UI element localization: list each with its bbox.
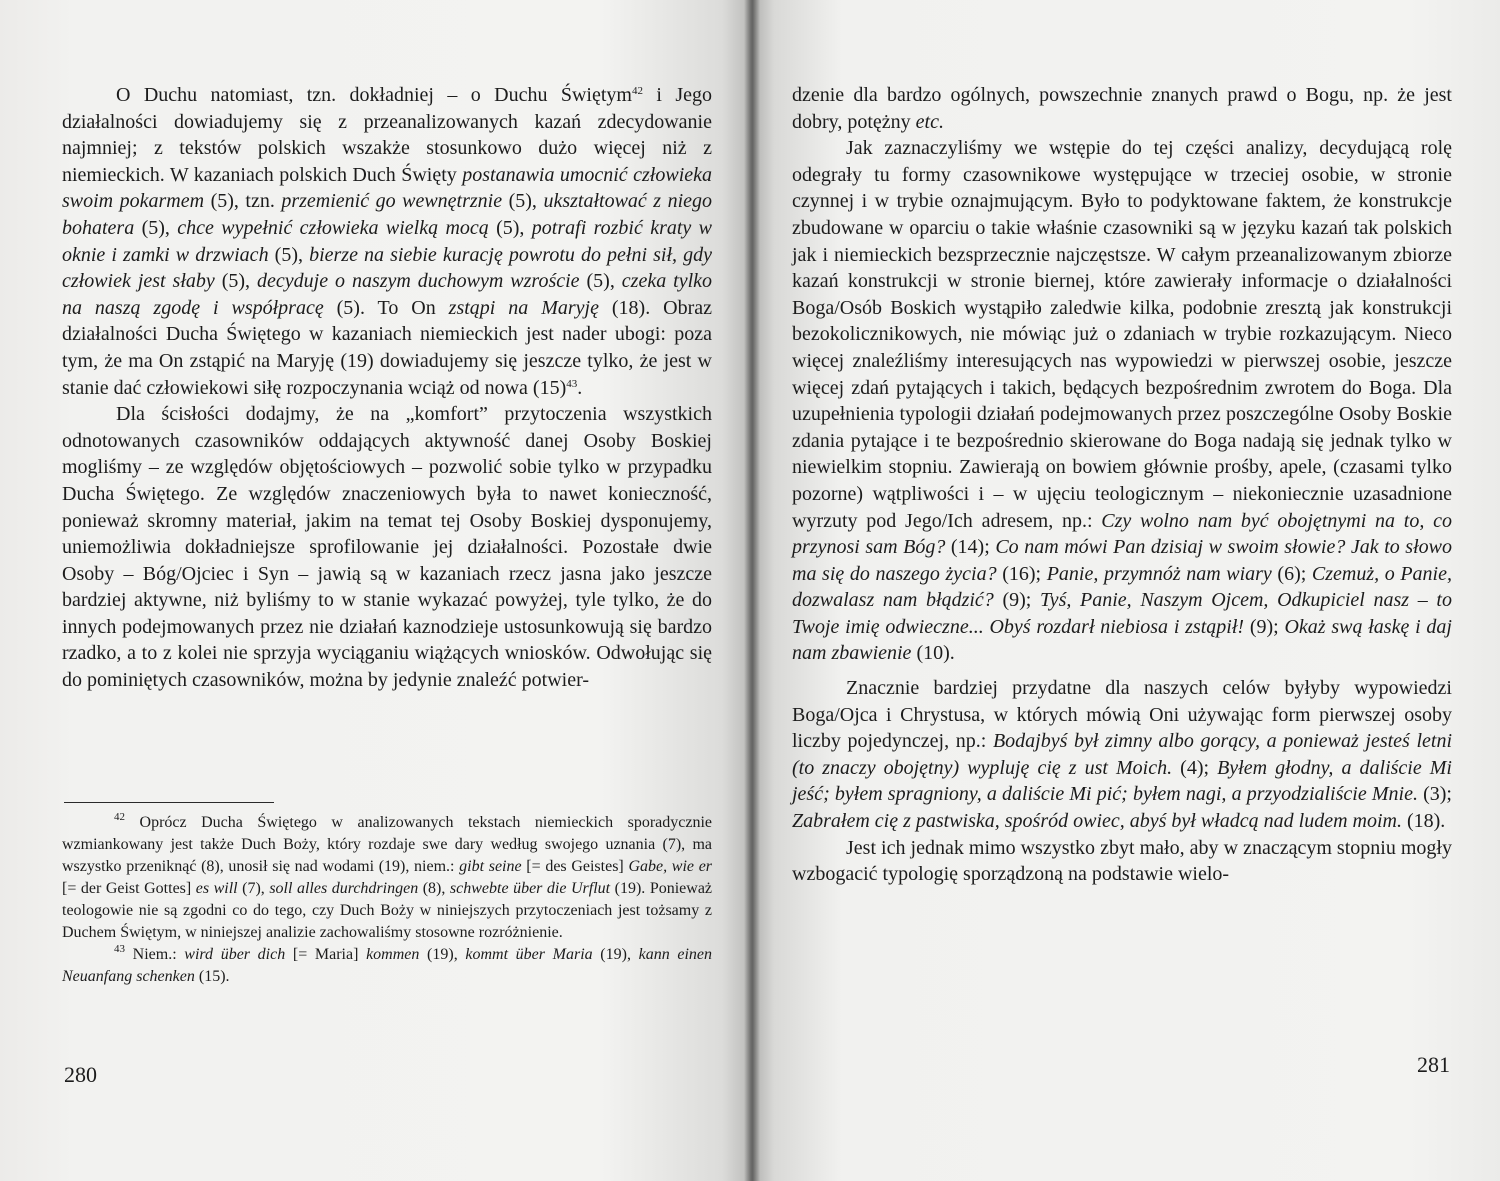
text-run: (5), — [134, 216, 178, 239]
text-run: O Duchu natomiast, tzn. dokładniej – o Duchu Świętym — [116, 84, 632, 106]
text-run: (7), — [237, 880, 270, 897]
text-run: Niem.: — [125, 946, 185, 963]
text-run: (9); — [993, 589, 1041, 612]
italic-quote: schwebte über die Urflut — [449, 880, 611, 897]
text-run: (4); — [1172, 756, 1218, 779]
page-number-left: 280 — [64, 1062, 97, 1087]
text-run: [= der Geist Gottes] — [62, 880, 196, 897]
text-run: (9); — [1244, 615, 1285, 638]
text-run: (5). To On — [323, 296, 449, 319]
text-run: [= des Geistes] — [521, 858, 629, 875]
text-run: (5), — [214, 270, 257, 293]
footnote-ref-42[interactable]: 42 — [631, 85, 643, 97]
text-run: (6); — [1271, 562, 1312, 585]
italic-quote: Zabrałem cię z pastwiska, spośród owiec, abyś był władcą nad ludem moim. — [792, 810, 1402, 833]
italic-quote: Panie, przymnóż nam wiary — [1046, 562, 1272, 585]
text-run: (19), — [419, 946, 466, 963]
text-run: dzenie dla bardzo ogólnych, powszechnie znanych prawd o Bogu, np. że jest dobry, potężny — [792, 84, 1452, 133]
italic-quote: es will — [195, 880, 238, 897]
text-run: (19), — [592, 946, 639, 963]
page-number-right: 281 — [1417, 1052, 1450, 1077]
text-run: (16); — [996, 562, 1047, 585]
text-run: (10). — [911, 642, 955, 665]
text-run: Oprócz Ducha Świętego w analizowanych tekstach niemieckich sporadycznie wzmiankowany jest także Duch Boży, który rozdaje swe dary według swojego uznania (7), ma wszystko przeniknąć (8), unosił się nad wodami (19), niem.: — [62, 814, 712, 875]
text-run: [= Maria] — [285, 946, 367, 963]
italic-quote: chce wypełnić człowieka wielką mocą — [177, 216, 489, 239]
left-paragraph-1 — [62, 82, 712, 401]
italic-quote: soll alles durchdringen — [269, 880, 419, 897]
text-run: Znacznie bardziej przydatne dla naszych celów byłyby wypowiedzi Boga/Ojca i Chrystusa, w których mówią Oni używając form pierwszej osoby liczby pojedynczej, np.: — [792, 677, 1452, 753]
italic-quote: ukształtować z niego bohatera — [62, 190, 713, 239]
text-run: (19). Ponieważ teologowie nie są zgodni co do tego, czy Duch Boży w niniejszych przytoczeniach jest tożsamy z Duchem Świętym, w niniejszej analizie zachowaliśmy stosowne rozróżnienie. — [62, 880, 713, 941]
text-run: (5), — [268, 243, 310, 266]
italic-quote: czeka tylko na naszą zgodę i współpracę — [62, 270, 713, 319]
italic-quote: Okaż swą łaskę i daj nam zbawienie — [792, 615, 1452, 665]
right-page-body — [792, 82, 1452, 888]
italic-quote: Bodajbyś był zimny albo gorący, a ponieważ jesteś letni (to znaczy obojętny) wypluję cię z ust Moich. — [792, 730, 1453, 779]
text-run: (14); — [945, 536, 996, 559]
italic-quote: kann einen Neuanfang schenken — [62, 946, 713, 985]
right-paragraph-1 — [792, 82, 1452, 135]
italic-quote: Co nam mówi Pan dzisiaj w swoim słowie? Jak to słowo ma się do naszego życia? — [792, 536, 1452, 585]
italic-quote: etc. — [915, 110, 944, 133]
text-run: (5), — [488, 216, 532, 239]
italic-quote: kommt über Maria — [465, 946, 593, 963]
right-paragraph-2 — [792, 135, 1452, 667]
italic-quote: Czy wolno nam być obojętnymi na to, co przynosi sam Bóg? — [792, 509, 1452, 559]
italic-quote: Czemuż, o Panie, dozwalasz nam błądzić? — [792, 562, 1452, 612]
text-run: (5), — [579, 270, 622, 293]
italic-quote: postanawia umocnić człowieka swoim pokarmem — [62, 163, 713, 213]
text-run: (18). Obraz działalności Ducha Świętego w kazaniach niemieckich jest nader ubogi: poza tym, że ma On zstąpić na Maryję (19) dowiadujemy się jeszcze tylko, że jest w stanie dać człowiekowi siłę rozpoczynania wciąż od nowa (15) — [62, 296, 712, 399]
text-run: i Jego działalności dowiadujemy się z przeanalizowanych kazań zdecydowanie najmniej; z tekstów polskich wszakże stosunkowo dużo więcej niż z niemieckich. W kazaniach polskich Duch Święty — [62, 84, 712, 186]
text-run: (3); — [1417, 783, 1452, 806]
text-run: (15). — [194, 968, 230, 985]
italic-quote: gibt seine — [459, 858, 522, 875]
right-paragraph-4: Jest ich jednak mimo wszystko zbyt mało, aby w znaczącym stopniu mogły wzbogacić typologię sporządzoną na podstawie wielo- — [792, 836, 1452, 886]
italic-quote: przemienić go wewnętrznie — [281, 190, 503, 213]
italic-quote: decyduje o naszym duchowym wzroście — [257, 270, 580, 293]
text-run: (8), — [418, 880, 450, 897]
italic-quote: zstąpi na Maryję — [448, 296, 599, 319]
book-gutter — [744, 0, 760, 1181]
text-run: (5), tzn. — [204, 190, 282, 213]
left-paragraph-2: Dla ścisłości dodajmy, że na „komfort” przytoczenia wszystkich odnotowanych czasowników oddających aktywność danej Osoby Boskiej mogliśmy – ze względów objętościowych – pozwolić sobie tylko w przypadku Ducha Świętego. Ze względów znaczeniowych była to nawet konieczność, ponieważ skromny materiał, jakim na temat tej Osoby Boskiej dysponujemy, uniemożliwia dokładniejsze sprofilowanie jej działalności. Pozostałe dwie Osoby – Bóg/Ojciec i Syn – jawią są w kazaniach rzecz jasna jako jeszcze bardziej aktywne, niż byliśmy to w stanie wykazać powyżej, tyle tylko, że do innych podejmowanych przez nie działań kaznodzieje ustosunkowują się bardzo rzadko, a to z kolei nie sprzyja wyciąganiu wiążących wniosków. Odwołując się do pominiętych czasowników, można by jedynie znaleźć potwier- — [62, 403, 712, 692]
footnote-43 — [62, 944, 712, 988]
italic-quote: kommen — [366, 946, 420, 963]
italic-quote: bierze na siebie kurację powrotu do pełni sił, gdy człowiek jest słaby — [62, 243, 712, 293]
text-run: . — [577, 376, 583, 399]
text-run: Jak zaznaczyliśmy we wstępie do tej części analizy, decydującą rolę odegrały tu formy czasownikowe występujące w trzeciej osobie, w stronie czynnej i w trybie oznajmującym. Było to podyktowane faktem, że konstrukcje zbudowane w oparciu o takie właśnie czasowniki są w języku kazań tak polskich jak i niemieckich bezsprzecznie najczęstsze. W całym przeanalizowanym zbiorze kazań konstrukcji w stronie biernej, które zawierały informacje o działalności Boga/Osób Boskich wystąpiło zaledwie kilka, podobnie zresztą jak konstrukcji bezokolicznikowych, nie mówiąc już o zdaniach w trybie rozkazującym. Nieco więcej znaleźliśmy interesujących nas wypowiedzi w pierwszej osobie, jeszcze więcej zdań pytających i takich, będących bezpośrednim zwrotem do Boga. Dla uzupełnienia typologii działań podejmowanych przez poszczególne Osoby Boskie zdania pytające i te bezpośrednio skierowane do Boga nadają się jednak tylko w niewielkim stopniu. Zawierają on bowiem głównie prośby, apele, (czasami tylko pozorne) wątpliwości i – w ujęciu teologicznym – niekoniecznie uzasadnione wyrzuty pod Jego/Ich adresem, np.: — [792, 137, 1452, 532]
right-paragraph-3 — [792, 675, 1452, 835]
footnote-separator — [64, 802, 274, 803]
footnote-number: 43 — [114, 943, 125, 955]
footnote-number: 42 — [114, 811, 125, 823]
italic-quote: Tyś, Panie, Naszym Ojcem, Odkupiciel nasz – to Twoje imię odwieczne... Obyś rozdarł niebiosa i zstąpił! — [792, 589, 1452, 638]
italic-quote: potrafi rozbić kraty w oknie i zamki w drzwiach — [62, 216, 712, 266]
footnotes — [62, 812, 712, 988]
italic-quote: Byłem głodny, a daliście Mi jeść; byłem spragniony, a daliście Mi pić; byłem nagi, a przyodzialiście Mnie. — [792, 756, 1452, 806]
italic-quote: wird über dich — [184, 946, 286, 963]
text-run: (18). — [1401, 810, 1446, 833]
footnote-42 — [62, 812, 712, 944]
footnote-ref-43[interactable]: 43 — [566, 377, 578, 390]
left-page-body — [62, 82, 712, 694]
italic-quote: Gabe, wie er — [628, 858, 713, 875]
text-run: (5), — [502, 190, 544, 213]
